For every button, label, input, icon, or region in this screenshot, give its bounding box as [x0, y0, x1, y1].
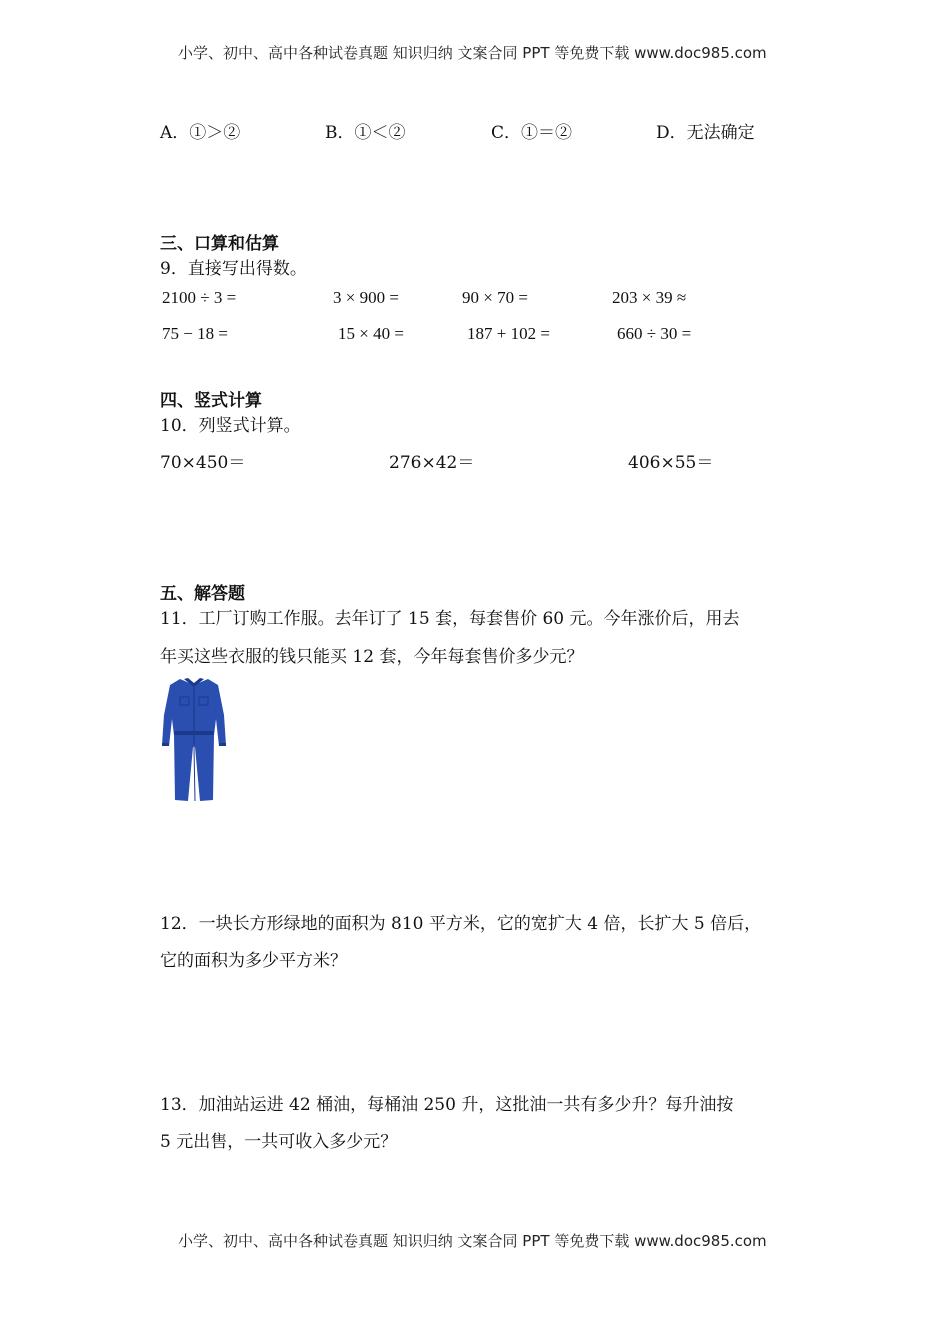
calc-item: 75 − 18 = [162, 324, 228, 343]
vertical-calc-item: 406×55＝ [628, 453, 714, 473]
option-a: A．①＞② [160, 123, 241, 143]
calc-item: 203 × 39 ≈ [612, 288, 687, 307]
calc-item: 3 × 900 = [333, 288, 399, 307]
calc-item: 90 × 70 = [462, 288, 528, 307]
calc-item: 15 × 40 = [338, 324, 404, 343]
question-12-line-1: 12．一块长方形绿地的面积为 810 平方米，它的宽扩大 4 倍，长扩大 5 倍后， [160, 914, 762, 934]
question-13-line-1: 13．加油站运进 42 桶油，每桶油 250 升，这批油一共有多少升？每升油按 [160, 1095, 734, 1115]
section-3-title: 三、口算和估算 [160, 234, 279, 254]
calc-item: 187 + 102 = [467, 324, 550, 343]
question-9: 9．直接写出得数。 [160, 259, 307, 279]
option-b: B．①＜② [325, 123, 406, 143]
section-5-title: 五、解答题 [160, 584, 245, 604]
calc-item: 660 ÷ 30 = [617, 324, 692, 343]
coverall-image [158, 675, 230, 805]
question-11-line-2: 年买这些衣服的钱只能买 12 套，今年每套售价多少元？ [160, 647, 584, 667]
section-4-title: 四、竖式计算 [160, 391, 262, 411]
calc-item: 2100 ÷ 3 = [162, 288, 237, 307]
question-13-line-2: 5 元出售，一共可收入多少元？ [160, 1132, 398, 1152]
question-10: 10．列竖式计算。 [160, 416, 301, 436]
vertical-calc-item: 70×450＝ [160, 453, 246, 473]
option-d: D．无法确定 [656, 123, 755, 143]
page-header: 小学、初中、高中各种试卷真题 知识归纳 文案合同 PPT 等免费下载 www.doc985.com [178, 44, 767, 62]
option-c: C．①＝② [491, 123, 573, 143]
page-footer: 小学、初中、高中各种试卷真题 知识归纳 文案合同 PPT 等免费下载 www.doc985.com [178, 1232, 767, 1250]
question-12-line-2: 它的面积为多少平方米？ [160, 951, 347, 971]
question-11-line-1: 11．工厂订购工作服。去年订了 15 套，每套售价 60 元。今年涨价后，用去 [160, 609, 740, 629]
vertical-calc-item: 276×42＝ [389, 453, 475, 473]
